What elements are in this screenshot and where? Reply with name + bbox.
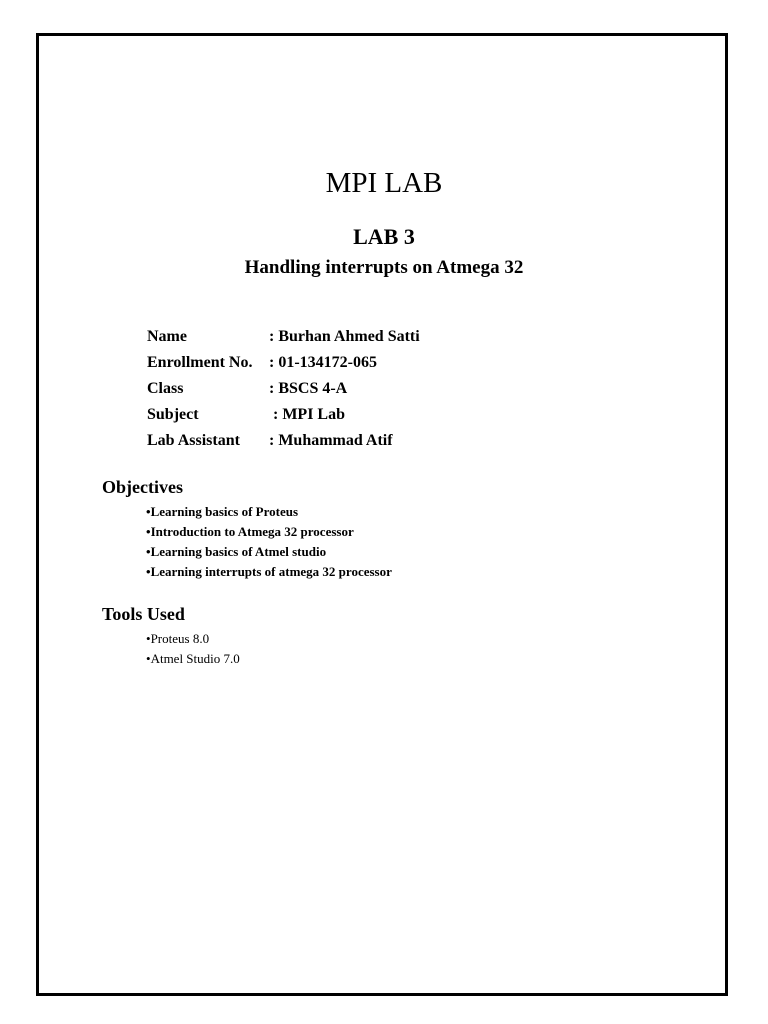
- info-label-class: Class: [147, 380, 184, 397]
- bullet-icon: •: [146, 524, 151, 539]
- info-label-enrollment: Enrollment No.: [147, 354, 253, 371]
- objective-text: Learning interrupts of atmega 32 processor: [150, 564, 392, 579]
- objectives-heading: Objectives: [102, 477, 183, 497]
- tools-list: [146, 629, 240, 669]
- lab-number: LAB 3: [353, 224, 415, 249]
- bullet-icon: •: [146, 651, 151, 666]
- lab-topic: Handling interrupts on Atmega 32: [244, 257, 524, 278]
- info-value-lab-assistant: : Muhammad Atif: [269, 432, 393, 449]
- objective-item: [146, 562, 392, 582]
- bullet-icon: •: [146, 631, 151, 646]
- objective-item: [146, 502, 392, 522]
- tools-heading: Tools Used: [102, 604, 185, 624]
- info-value-name: : Burhan Ahmed Satti: [269, 328, 420, 345]
- bullet-icon: •: [146, 504, 151, 519]
- info-value-subject: : MPI Lab: [273, 406, 345, 423]
- objective-text: Introduction to Atmega 32 processor: [150, 524, 354, 539]
- tool-item: [146, 629, 240, 649]
- tool-text: Proteus 8.0: [150, 631, 210, 646]
- info-label-lab-assistant: Lab Assistant: [147, 432, 240, 449]
- tool-text: Atmel Studio 7.0: [150, 651, 240, 666]
- objective-text: Learning basics of Atmel studio: [150, 544, 327, 559]
- bullet-icon: •: [146, 564, 151, 579]
- bullet-icon: •: [146, 544, 151, 559]
- objective-item: [146, 522, 392, 542]
- objectives-list: [146, 502, 392, 582]
- info-label-name: Name: [147, 328, 187, 345]
- objective-text: Learning basics of Proteus: [150, 504, 299, 519]
- tool-item: [146, 649, 240, 669]
- info-label-subject: Subject: [147, 406, 199, 423]
- info-value-enrollment: : 01-134172-065: [269, 354, 377, 371]
- document-title: MPI LAB: [325, 167, 443, 199]
- objective-item: [146, 542, 392, 562]
- info-value-class: : BSCS 4-A: [269, 380, 348, 397]
